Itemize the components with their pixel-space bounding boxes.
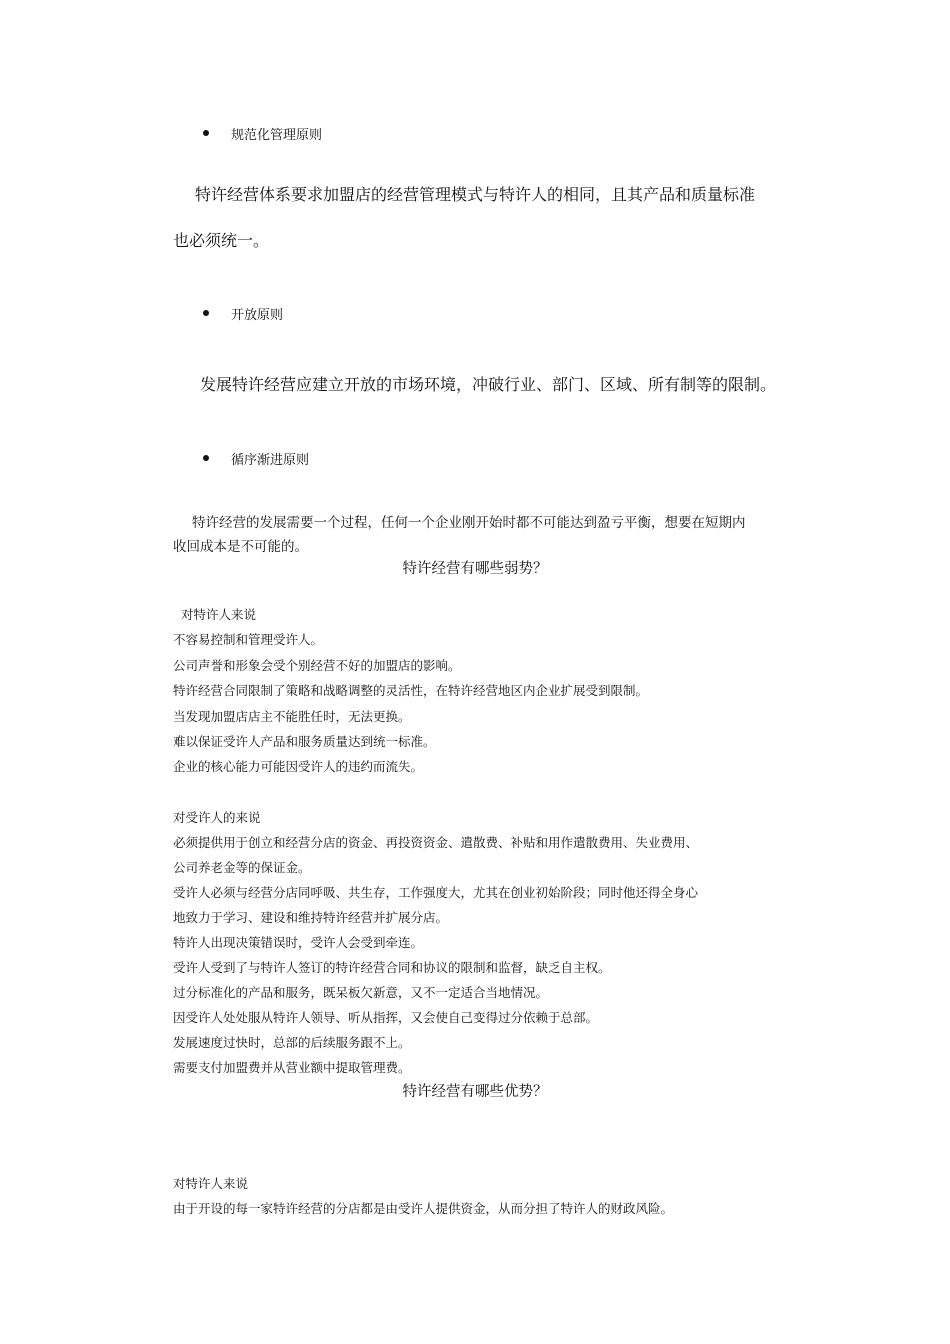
list-item: 必须提供用于创立和经营分店的资金、再投资资金、遣散费、补贴和用作遣散费用、失业费用、 (173, 835, 699, 850)
subheading-franchisor: 对特许人来说 (181, 607, 257, 622)
list-item: 特许经营合同限制了策略和战略调整的灵活性，在特许经营地区内企业扩展受到限制。 (173, 683, 649, 698)
list-item: 企业的核心能力可能因受许人的违约而流失。 (173, 759, 424, 774)
list-item: 特许人出现决策错误时，受许人会受到牵连。 (173, 935, 424, 950)
list-item: 难以保证受许人产品和服务质量达到统一标准。 (173, 734, 436, 749)
bullet-icon (203, 130, 209, 136)
list-item: 过分标准化的产品和服务，既呆板欠新意，又不一定适合当地情况。 (173, 985, 549, 1000)
bullet-icon (203, 310, 209, 316)
list-item: 公司声誉和形象会受个别经营不好的加盟店的影响。 (173, 658, 461, 673)
list-item: 地致力于学习、建设和维持特许经营并扩展分店。 (173, 910, 449, 925)
principle-body-line: 发展特许经营应建立开放的市场环境，冲破行业、部门、区域、所有制等的限制。 (200, 375, 777, 394)
list-item: 受许人受到了与特许人签订的特许经营合同和协议的限制和监督，缺乏自主权。 (173, 960, 611, 975)
principle-body-line: 特许经营体系要求加盟店的经营管理模式与特许人的相同，且其产品和质量标准 (195, 185, 756, 204)
bullet-icon (203, 455, 209, 461)
principle-label-openness: 开放原则 (231, 308, 284, 323)
principle-body-line: 特许经营的发展需要一个过程，任何一个企业刚开始时都不可能达到盈亏平衡，想要在短期内 (192, 515, 746, 531)
list-item: 公司养老金等的保证金。 (173, 860, 311, 875)
principle-body-line: 也必须统一。 (173, 231, 270, 250)
subheading-franchisee: 对受许人的来说 (173, 810, 261, 825)
list-item: 由于开设的每一家特许经营的分店都是由受许人提供资金，从而分担了特许人的财政风险。 (173, 1201, 674, 1216)
principle-label-standardization: 规范化管理原则 (231, 128, 323, 143)
list-item: 发展速度过快时，总部的后续服务跟不上。 (173, 1035, 411, 1050)
section-title-advantages: 特许经营有哪些优势？ (402, 1084, 548, 1100)
list-item: 受许人必须与经营分店同呼吸、共生存，工作强度大，尤其在创业初始阶段；同时他还得全身心 (173, 885, 699, 900)
list-item: 因受许人处处服从特许人领导、听从指挥，又会使自己变得过分依赖于总部。 (173, 1010, 599, 1025)
list-item: 不容易控制和管理受许人。 (173, 632, 324, 647)
section-title-weaknesses: 特许经营有哪些弱势？ (402, 561, 548, 577)
list-item: 当发现加盟店店主不能胜任时，无法更换。 (173, 709, 411, 724)
principle-label-gradual: 循序渐进原则 (231, 453, 310, 468)
subheading-franchisor: 对特许人来说 (173, 1176, 249, 1191)
list-item: 需要支付加盟费并从营业额中提取管理费。 (173, 1060, 411, 1075)
principle-body-line: 收回成本是不可能的。 (173, 539, 308, 555)
